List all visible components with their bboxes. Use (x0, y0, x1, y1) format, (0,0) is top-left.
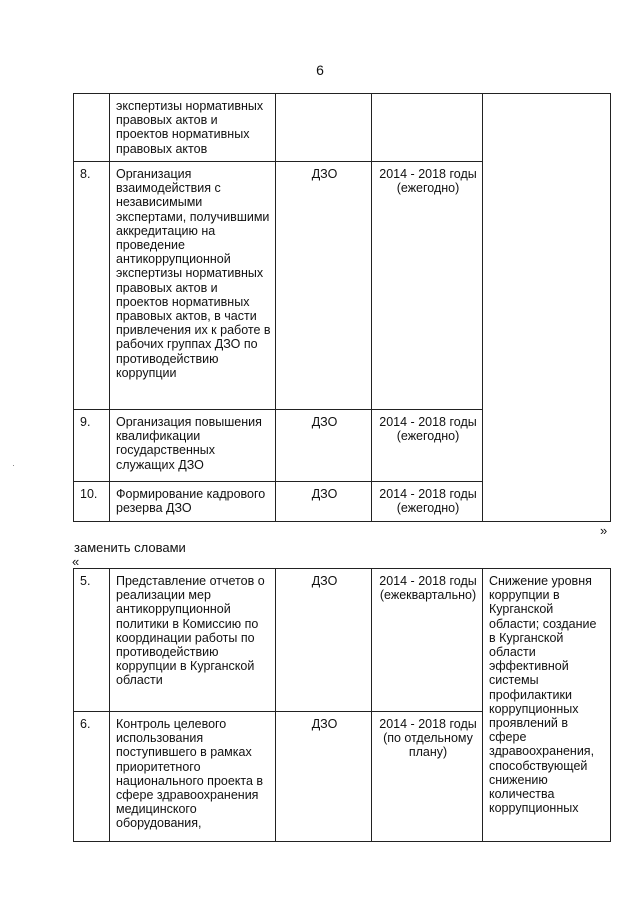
term-cell (372, 94, 483, 162)
action-cell: Представление отчетов о реализации мер антикоррупционной политики в Комиссию по координации работы по противодействию коррупции в Курганской области (110, 569, 276, 712)
action-cell: Контроль целевого использования поступившего в рамках приоритетного национального проекта в сфере здравоохранения медицинского оборудования, (110, 712, 276, 842)
responsible-cell: ДЗО (276, 410, 372, 482)
row-number: 10. (74, 482, 110, 522)
term-cell: 2014 - 2018 годы (ежеквартально) (372, 569, 483, 712)
replace-instruction: заменить словами (74, 540, 186, 555)
row-number: 5. (74, 569, 110, 712)
table-row (74, 94, 611, 162)
closing-quote: » (600, 523, 608, 538)
responsible-cell: ДЗО (276, 482, 372, 522)
action-cell: Организация повышения квалификации государственных служащих ДЗО (110, 410, 276, 482)
term-cell: 2014 - 2018 годы (ежегодно) (372, 410, 483, 482)
result-cell: Снижение уровня коррупции в Курганской области; создание в Курганской области эффективной системы профилактики коррупционных проявлений в сфере здравоохранения, способствующей снижению количества коррупционных (483, 569, 611, 842)
top-measures-table (73, 93, 611, 522)
term-cell: 2014 - 2018 годы (ежегодно) (372, 482, 483, 522)
responsible-cell: ДЗО (276, 712, 372, 842)
row-number: 6. (74, 712, 110, 842)
opening-quote: « (72, 554, 80, 569)
action-cell: экспертизы нормативных правовых актов и проектов нормативных правовых актов (110, 94, 276, 162)
margin-mark: · (12, 460, 15, 470)
row-number: 9. (74, 410, 110, 482)
responsible-cell: ДЗО (276, 569, 372, 712)
action-cell: Организация взаимодействия с независимыми экспертами, получившими аккредитацию на проведение антикоррупционной экспертизы нормативных правовых актов и проектов нормативных правовых актов, в части привлечения их к работе в рабочих группах ДЗО по противодействию коррупции (110, 162, 276, 410)
term-cell: 2014 - 2018 годы (по отдельному плану) (372, 712, 483, 842)
result-cell-empty (483, 94, 611, 522)
row-number: 8. (74, 162, 110, 410)
page-number: 6 (316, 62, 324, 78)
action-cell: Формирование кадрового резерва ДЗО (110, 482, 276, 522)
responsible-cell: ДЗО (276, 162, 372, 410)
bottom-measures-table (73, 568, 611, 842)
responsible-cell (276, 94, 372, 162)
row-number (74, 94, 110, 162)
term-cell: 2014 - 2018 годы (ежегодно) (372, 162, 483, 410)
table-row (74, 569, 611, 712)
